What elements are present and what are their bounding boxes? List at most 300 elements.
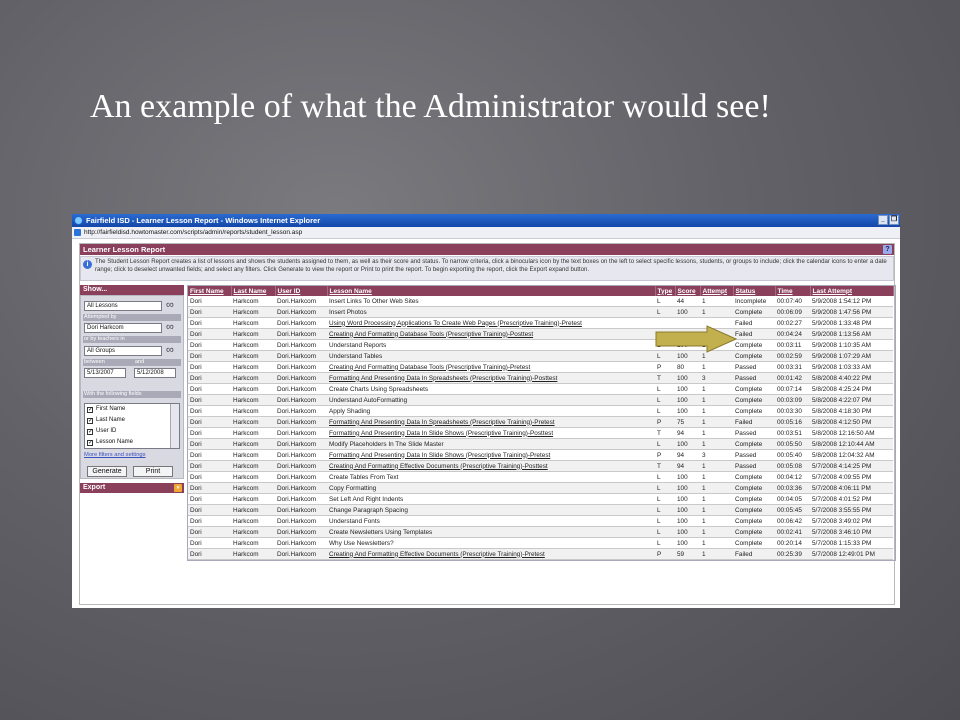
report-table [187,285,896,561]
table-cell: Dori [188,340,231,351]
report-title: Learner Lesson Report [83,245,166,254]
screenshot [72,214,900,608]
table-cell: 5/9/2008 1:33:48 PM [810,318,893,329]
table-body [188,296,893,560]
table-cell: 1 [700,505,733,516]
table-cell: Dori.Harkcom [275,329,327,340]
field-label: User ID [96,428,117,434]
table-cell: 1 [700,472,733,483]
table-cell: Harkcom [231,307,275,318]
table-cell: Complete [733,472,775,483]
column-header[interactable]: Last Name [231,286,275,296]
slide-title: An example of what the Administrator would see! [90,88,771,125]
table-cell: 00:05:08 [775,461,810,472]
table-cell: Complete [733,505,775,516]
highlight-arrow [655,325,737,353]
window-title: Fairfield ISD - Learner Lesson Report - Windows Internet Explorer [86,216,321,225]
table-row [188,417,893,428]
arrow-shape [656,326,736,352]
lesson-name-cell[interactable]: Formatting And Presenting Data In Spreadsheets (Prescriptive Training)-Pretest [327,417,655,428]
table-cell: Dori [188,549,231,560]
table-cell: Dori [188,417,231,428]
table-cell: Passed [733,461,775,472]
table-cell: Complete [733,406,775,417]
table-cell: Dori.Harkcom [275,307,327,318]
table-cell: Dori.Harkcom [275,494,327,505]
table-cell: Harkcom [231,527,275,538]
more-filters-link[interactable]: More filters and settings [84,452,146,458]
fields-label: With the following fields [84,391,142,397]
table-cell: Dori [188,395,231,406]
table-cell: Dori [188,439,231,450]
table-cell: 00:04:12 [775,472,810,483]
table-cell: 80 [675,362,700,373]
table-cell: Dori [188,527,231,538]
table-cell: P [655,362,675,373]
table-cell: 94 [675,428,700,439]
filter-sidebar [80,285,184,585]
table-cell: 00:02:59 [775,351,810,362]
table-cell: 1 [700,296,733,307]
and-label: and [135,359,145,365]
table-row [188,395,893,406]
table-cell: Dori.Harkcom [275,318,327,329]
table-cell: 75 [675,417,700,428]
lesson-name-cell: Copy Formatting [327,483,655,494]
app-frame [79,243,895,605]
table-cell: Dori [188,516,231,527]
table-cell: 00:06:09 [775,307,810,318]
table-row [188,538,893,549]
table-cell: Harkcom [231,296,275,307]
table-cell: Failed [733,417,775,428]
table-cell: Harkcom [231,373,275,384]
field-label: Last Name [96,417,126,423]
table-cell: Harkcom [231,417,275,428]
column-header[interactable]: User ID [275,286,327,296]
table-cell: Harkcom [231,340,275,351]
table-cell: 100 [675,516,700,527]
table-row [188,351,893,362]
table-cell: 1 [700,428,733,439]
table-cell: Harkcom [231,406,275,417]
table-cell: L [655,538,675,549]
table-cell: Dori.Harkcom [275,428,327,439]
table-cell: 1 [700,538,733,549]
table-cell: 00:03:30 [775,406,810,417]
table-cell: 1 [700,351,733,362]
column-header[interactable]: First Name [188,286,231,296]
table-cell: 5/7/2008 4:14:25 PM [810,461,893,472]
table-cell: T [655,373,675,384]
groups-input[interactable]: All Groups [84,346,162,356]
table-cell: Dori.Harkcom [275,461,327,472]
table-cell: 100 [675,406,700,417]
table-row [188,494,893,505]
table-cell: 100 [675,373,700,384]
table-cell: Complete [733,516,775,527]
lessons-input[interactable]: All Lessons [84,301,162,311]
table-cell: Complete [733,395,775,406]
table-cell: P [655,417,675,428]
address-bar[interactable] [72,227,900,239]
field-label: First Name [96,406,126,412]
table-cell: Dori [188,406,231,417]
lesson-name-cell: Why Use Newsletters? [327,538,655,549]
table-cell: 5/9/2008 1:47:56 PM [810,307,893,318]
table-cell: Passed [733,450,775,461]
lesson-name-cell: Apply Shading [327,406,655,417]
table-row [188,329,893,340]
table-cell: T [655,461,675,472]
restore-button[interactable]: ❐ [890,216,898,223]
table-cell: L [655,472,675,483]
date-to-input[interactable]: 5/12/2008 [134,368,176,378]
table-cell: Incomplete [733,296,775,307]
field-item[interactable] [85,415,179,426]
report-header [80,244,894,255]
table-cell: Complete [733,494,775,505]
table-cell: Harkcom [231,362,275,373]
lesson-name-cell[interactable]: Using Word Processing Applications To Create Web Pages (Prescriptive Training)-Pretest [327,318,655,329]
table-cell: 3 [700,373,733,384]
table-cell: Dori.Harkcom [275,296,327,307]
field-item[interactable] [85,404,179,415]
table-cell: 5/9/2008 1:10:35 AM [810,340,893,351]
table-row [188,549,893,560]
between-label: between [84,359,105,365]
export-panel-header[interactable] [80,483,184,493]
table-cell: L [655,351,675,362]
table-cell: 5/7/2008 3:55:55 PM [810,505,893,516]
table-cell: 1 [700,307,733,318]
ie-logo-icon [74,216,83,225]
table-cell: Harkcom [231,505,275,516]
table-cell: 00:02:41 [775,527,810,538]
table-row [188,472,893,483]
table-cell: Dori.Harkcom [275,340,327,351]
table-cell: 5/9/2008 1:13:56 AM [810,329,893,340]
filter-box [80,295,184,479]
table-cell: Dori.Harkcom [275,505,327,516]
table-cell: Harkcom [231,395,275,406]
table-cell: 00:05:16 [775,417,810,428]
teachers-label: or by teachers in [84,336,125,342]
table-row [188,318,893,329]
table-row [188,461,893,472]
table-cell: Harkcom [231,329,275,340]
table-cell: Harkcom [231,538,275,549]
column-header[interactable]: Type [655,286,675,296]
table-cell: Failed [733,318,775,329]
table-cell: Complete [733,351,775,362]
table-cell: Dori [188,373,231,384]
table-cell: 100 [675,538,700,549]
lesson-name-cell[interactable]: Creating And Formatting Database Tools (Prescriptive Training)-Posttest [327,329,655,340]
table-cell: Dori.Harkcom [275,450,327,461]
lesson-name-cell[interactable]: Formatting And Presenting Data In Slide Shows (Prescriptive Training)-Pretest [327,450,655,461]
table-cell: Passed [733,362,775,373]
table-cell: 00:03:31 [775,362,810,373]
checkbox[interactable]: ✓ [88,428,94,435]
table-cell: Dori [188,384,231,395]
table-cell: 1 [700,395,733,406]
table-cell: 5/9/2008 1:03:33 AM [810,362,893,373]
table-cell: Dori.Harkcom [275,472,327,483]
table-cell: Dori [188,505,231,516]
table-cell: Harkcom [231,483,275,494]
table-cell: Dori.Harkcom [275,362,327,373]
table-cell: Complete [733,384,775,395]
table-cell: Dori.Harkcom [275,406,327,417]
generate-button[interactable]: Generate [87,466,127,477]
table-cell: 5/8/2008 4:40:22 PM [810,373,893,384]
table-cell: Dori [188,351,231,362]
table-cell: Failed [733,329,775,340]
table-cell: 00:05:50 [775,439,810,450]
lesson-name-cell: Insert Photos [327,307,655,318]
table-cell: 1 [700,527,733,538]
help-icon[interactable]: ? [883,245,892,254]
column-header[interactable]: Last Attempt [810,286,893,296]
checkbox[interactable]: ✓ [88,417,94,424]
table-cell: L [655,384,675,395]
table-cell: Dori.Harkcom [275,439,327,450]
table-cell: 1 [700,439,733,450]
info-box [80,256,894,281]
table-cell: 100 [675,395,700,406]
table-cell: L [655,483,675,494]
table-cell: Dori [188,307,231,318]
table-cell: Dori.Harkcom [275,351,327,362]
table-row [188,439,893,450]
table-row [188,483,893,494]
table-cell: Complete [733,439,775,450]
table-cell: Harkcom [231,494,275,505]
table-cell: Dori [188,362,231,373]
column-header[interactable]: Lesson Name [327,286,655,296]
table-cell: P [655,549,675,560]
table-cell: 100 [675,505,700,516]
minimize-button[interactable]: _ [878,215,888,225]
column-header[interactable]: Score [675,286,700,296]
student-input[interactable]: Dori Harkcom [84,323,162,333]
table-cell: 94 [675,461,700,472]
table-cell: 00:02:27 [775,318,810,329]
table-cell: Complete [733,538,775,549]
table-cell: 00:05:45 [775,505,810,516]
fields-list [84,403,180,449]
window-titlebar [72,214,900,227]
table-row [188,505,893,516]
table-cell: 00:03:09 [775,395,810,406]
binoculars-icon[interactable] [166,324,179,332]
fields-scrollbar[interactable] [170,404,179,448]
table-cell: P [655,450,675,461]
table-cell: 1 [700,516,733,527]
table-cell: Dori [188,538,231,549]
table-cell: 00:03:36 [775,483,810,494]
table-cell: 100 [675,439,700,450]
table-cell: Dori.Harkcom [275,373,327,384]
lesson-name-cell: Understand Tables [327,351,655,362]
lesson-name-cell[interactable]: Creating And Formatting Effective Documents (Prescriptive Training)-Posttest [327,461,655,472]
table-cell: 00:04:24 [775,329,810,340]
table-cell: L [655,527,675,538]
table-cell: L [655,516,675,527]
table-row [188,527,893,538]
table-cell: L [655,395,675,406]
table-cell: Harkcom [231,450,275,461]
table-cell: Dori.Harkcom [275,417,327,428]
field-item[interactable] [85,437,179,448]
table-cell: 5/7/2008 4:01:52 PM [810,494,893,505]
table-cell: Dori.Harkcom [275,527,327,538]
table-cell: L [655,505,675,516]
table-cell: Harkcom [231,351,275,362]
table-cell: 3 [700,450,733,461]
table-row [188,450,893,461]
table-cell: 100 [675,472,700,483]
expand-icon[interactable]: » [174,484,182,492]
column-header[interactable]: Attempt [700,286,733,296]
table-cell: 1 [700,483,733,494]
table-cell: 5/7/2008 3:49:02 PM [810,516,893,527]
table-cell: 100 [675,527,700,538]
table-cell: Dori.Harkcom [275,516,327,527]
lesson-name-cell[interactable]: Creating And Formatting Effective Documents (Prescriptive Training)-Pretest [327,549,655,560]
lesson-name-cell: Understand Fonts [327,516,655,527]
table-row [188,428,893,439]
table-row [188,307,893,318]
table-header [188,286,893,296]
table-cell: Dori.Harkcom [275,384,327,395]
table-cell: Harkcom [231,472,275,483]
table-cell: 5/8/2008 4:18:30 PM [810,406,893,417]
table-cell: Dori [188,428,231,439]
binoculars-icon[interactable] [166,347,179,355]
table-cell: Dori.Harkcom [275,395,327,406]
table-cell: 100 [675,483,700,494]
table-cell: Harkcom [231,384,275,395]
info-icon: i [83,260,92,269]
table-row [188,384,893,395]
table-cell: 5/8/2008 12:10:44 AM [810,439,893,450]
table-row [188,516,893,527]
table-cell: Dori [188,318,231,329]
table-cell: L [655,406,675,417]
table-cell: 00:06:42 [775,516,810,527]
table-cell: 5/7/2008 1:15:33 PM [810,538,893,549]
table-cell: 00:05:40 [775,450,810,461]
table-cell: Complete [733,483,775,494]
lesson-name-cell: Change Paragraph Spacing [327,505,655,516]
table-cell: 00:01:42 [775,373,810,384]
table-cell: Dori [188,329,231,340]
table-cell: Dori.Harkcom [275,483,327,494]
table-cell: 5/9/2008 1:07:29 AM [810,351,893,362]
table-cell: L [655,494,675,505]
table-cell: Harkcom [231,549,275,560]
table-cell: 5/7/2008 3:46:10 PM [810,527,893,538]
table-cell: 5/7/2008 12:49:01 PM [810,549,893,560]
lesson-name-cell[interactable]: Formatting And Presenting Data In Spreadsheets (Prescriptive Training)-Posttest [327,373,655,384]
table-cell: 5/8/2008 12:04:32 AM [810,450,893,461]
table-cell: 1 [700,417,733,428]
lesson-name-cell[interactable]: Formatting And Presenting Data In Slide Shows (Prescriptive Training)-Posttest [327,428,655,439]
table-cell: Complete [733,340,775,351]
table-cell: 94 [675,450,700,461]
table-cell: Dori.Harkcom [275,538,327,549]
table-cell: 1 [700,384,733,395]
table-row [188,362,893,373]
table-cell: 5/9/2008 1:54:12 PM [810,296,893,307]
lesson-name-cell: Create Newsletters Using Templates [327,527,655,538]
table-cell: 100 [675,494,700,505]
table-cell: 00:03:11 [775,340,810,351]
attempted-by-label: Attempted by [84,314,117,320]
table-cell: 1 [700,549,733,560]
table-cell: Complete [733,527,775,538]
table-cell: 100 [675,384,700,395]
table-cell: 00:04:05 [775,494,810,505]
lesson-name-cell: Understand AutoFormatting [327,395,655,406]
show-panel-header: Show... [80,285,184,295]
table-row [188,340,893,351]
table-cell: Harkcom [231,516,275,527]
table-cell: 00:03:51 [775,428,810,439]
table-cell: Dori [188,296,231,307]
table-cell: 5/8/2008 4:25:24 PM [810,384,893,395]
date-from-input[interactable]: 5/13/2007 [84,368,126,378]
field-item[interactable] [85,426,179,437]
table-cell: L [655,296,675,307]
export-label: Export [83,484,106,491]
table-cell: 5/8/2008 4:22:07 PM [810,395,893,406]
info-text: The Student Lesson Report creates a list of lessons and shows the students assigned to them, as well as their score and status. To narrow criteria, click a binoculars icon by the text boxes on the left to select specific lessons, students, or groups to include; click the calendar icons to enter a date range; click to deselect unwanted fields; and select any filters. Click Generate to view the report or Print to print the report. To begin exporting the report, click the Export expand button. [95,258,887,273]
table-cell: 1 [700,406,733,417]
table-cell: 00:25:39 [775,549,810,560]
print-button[interactable]: Print [133,466,173,477]
table-cell: Passed [733,428,775,439]
table-cell: Complete [733,307,775,318]
table-cell: 44 [675,296,700,307]
lesson-name-cell: Set Left And Right Indents [327,494,655,505]
table-cell: 1 [700,362,733,373]
url-text[interactable]: http://fairfieldisd.howtomaster.com/scripts/admin/reports/student_lesson.asp [84,229,303,236]
table-cell: 00:07:40 [775,296,810,307]
table-cell: Harkcom [231,461,275,472]
table-cell: 5/7/2008 4:09:55 PM [810,472,893,483]
checkbox[interactable]: ✓ [88,406,94,413]
column-header[interactable]: Status [733,286,775,296]
table-cell: L [655,307,675,318]
table-cell: 00:07:14 [775,384,810,395]
table-cell: 1 [700,461,733,472]
table-cell: L [655,439,675,450]
table-cell: Passed [733,373,775,384]
table-cell: Dori [188,450,231,461]
lesson-name-cell: Insert Links To Other Web Sites [327,296,655,307]
table-cell: Dori [188,461,231,472]
checkbox[interactable]: ✓ [88,439,94,446]
column-header[interactable]: Time [775,286,810,296]
table-cell: 59 [675,549,700,560]
binoculars-icon[interactable] [166,302,179,310]
lesson-name-cell[interactable]: Creating And Formatting Database Tools (Prescriptive Training)-Pretest [327,362,655,373]
table-cell: Dori [188,483,231,494]
table-cell: 5/8/2008 4:12:50 PM [810,417,893,428]
